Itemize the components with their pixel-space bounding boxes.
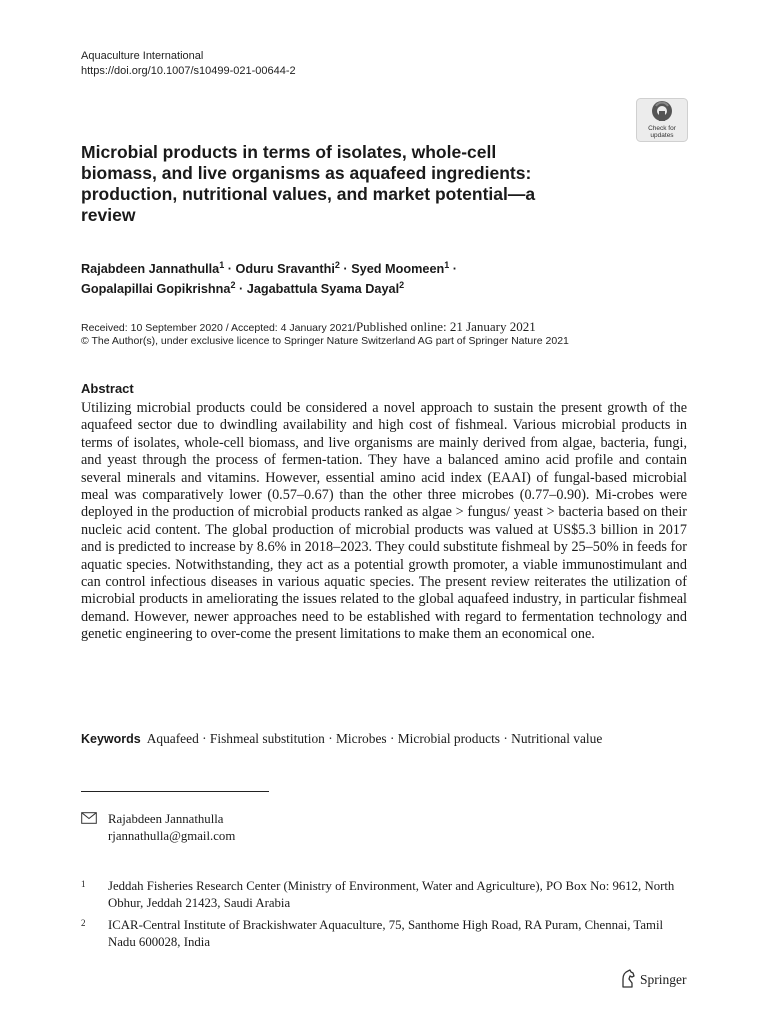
author-separator: · (224, 262, 236, 276)
footnote-divider (81, 791, 269, 792)
author-list (81, 259, 641, 299)
author-affiliation-marker: 1 (444, 260, 450, 270)
crossmark-label-line2: updates (650, 132, 674, 139)
article-title: Microbial products in terms of isolates, whole-cell biomass, and live organisms as aquafeed ingredients: production, nutritional values, and market potential—a review (81, 142, 536, 225)
author-affiliation-marker: 2 (399, 280, 405, 290)
corresponding-author-name: Rajabdeen Jannathulla (108, 812, 224, 826)
copyright-notice: © The Author(s), under exclusive licence to Springer Nature Switzerland AG part of Springer Nature 2021 (81, 335, 569, 347)
author-separator: · (339, 262, 352, 276)
abstract-heading: Abstract (81, 381, 134, 396)
springer-horse-icon (620, 969, 636, 989)
affiliation-text: Jeddah Fisheries Research Center (Ministry of Environment, Water and Agriculture), PO Box No: 9612, North Obhur, Jeddah 21423, Saudi Arabia (108, 879, 675, 910)
corresponding-author-email[interactable]: rjannathulla@gmail.com (108, 829, 236, 843)
author-separator: · (449, 262, 458, 276)
keywords (81, 730, 701, 748)
author-separator: · (235, 282, 247, 296)
author-name[interactable]: Gopalapillai Gopikrishna (81, 282, 231, 296)
publication-dates (81, 320, 701, 348)
envelope-icon (81, 812, 97, 824)
affiliation-text: ICAR-Central Institute of Brackishwater Aquaculture, 75, Santhome High Road, RA Puram, Chennai, Tamil Nadu 600028, India (108, 918, 664, 949)
author-affiliation-marker: 1 (219, 260, 225, 270)
author-affiliation-marker: 2 (230, 280, 236, 290)
author-name[interactable]: Oduru Sravanthi (235, 262, 335, 276)
author-name[interactable]: Rajabdeen Jannathulla (81, 262, 220, 276)
author-name[interactable]: Syed Moomeen (351, 262, 445, 276)
crossmark-label-line1: Check for (648, 125, 676, 132)
keywords-list: Aquafeed · Fishmeal substitution · Microbes · Microbial products · Nutritional value (146, 731, 603, 746)
affiliation-number: 1 (81, 879, 86, 889)
publisher-name: Springer (640, 972, 687, 987)
journal-name: Aquaculture International (81, 50, 204, 62)
doi-link[interactable]: https://doi.org/10.1007/s10499-021-00644-2 (81, 65, 296, 77)
author-name[interactable]: Jagabattula Syama Dayal (246, 282, 400, 296)
crossmark-icon (636, 98, 688, 142)
affiliation-number: 2 (81, 918, 86, 928)
keywords-label: Keywords (81, 732, 141, 746)
author-affiliation-marker: 2 (334, 260, 340, 270)
received-accepted-dates: Received: 10 September 2020 / Accepted: 4 January 2021/ (81, 322, 356, 334)
check-for-updates-badge[interactable] (636, 98, 688, 142)
abstract-body: Utilizing microbial products could be considered a novel approach to sustain the present growth of the aquafeed sector due to dwindling availability and high cost of fishmeal. Various microbial products in terms of isolates, whole-cell biomass, and live organisms are mainly derived from algae, bacteria, fungi, and yeast through the process of fermen-tation. They have a balanced amino acid profile and contain several minerals and vitamins. However, essential amino acid index (EAAI) of fungal-based microbial meal was comparatively lower (0.57–0.67) than the other three microbes (0.77–0.90). Mi-crobes were deployed in the production of microbial products ranked as algae > fungus/ yeast > bacteria based on their nucleic acid content. The global production of microbial products was valued at US$5.3 billion in 2017 and is predicted to increase by 8.6% in 2018–2023. They could substitute fishmeal by 25–50% in feeds for aquatic species. Notwithstanding, they act as a potential growth promoter, a viable immunostimulant and can control infectious diseases in various aquatic species. The present review reiterates the utilization of microbial products in ameliorating the issues related to the global aquafeed industry, in particular fishmeal demand. However, newer approaches need to be established with regard to fermentation technology and genetic engineering to over-come the present limitations to make them an economical one. (81, 400, 687, 643)
published-online-date: Published online: 21 January 2021 (355, 319, 536, 334)
journal-header (81, 49, 296, 79)
